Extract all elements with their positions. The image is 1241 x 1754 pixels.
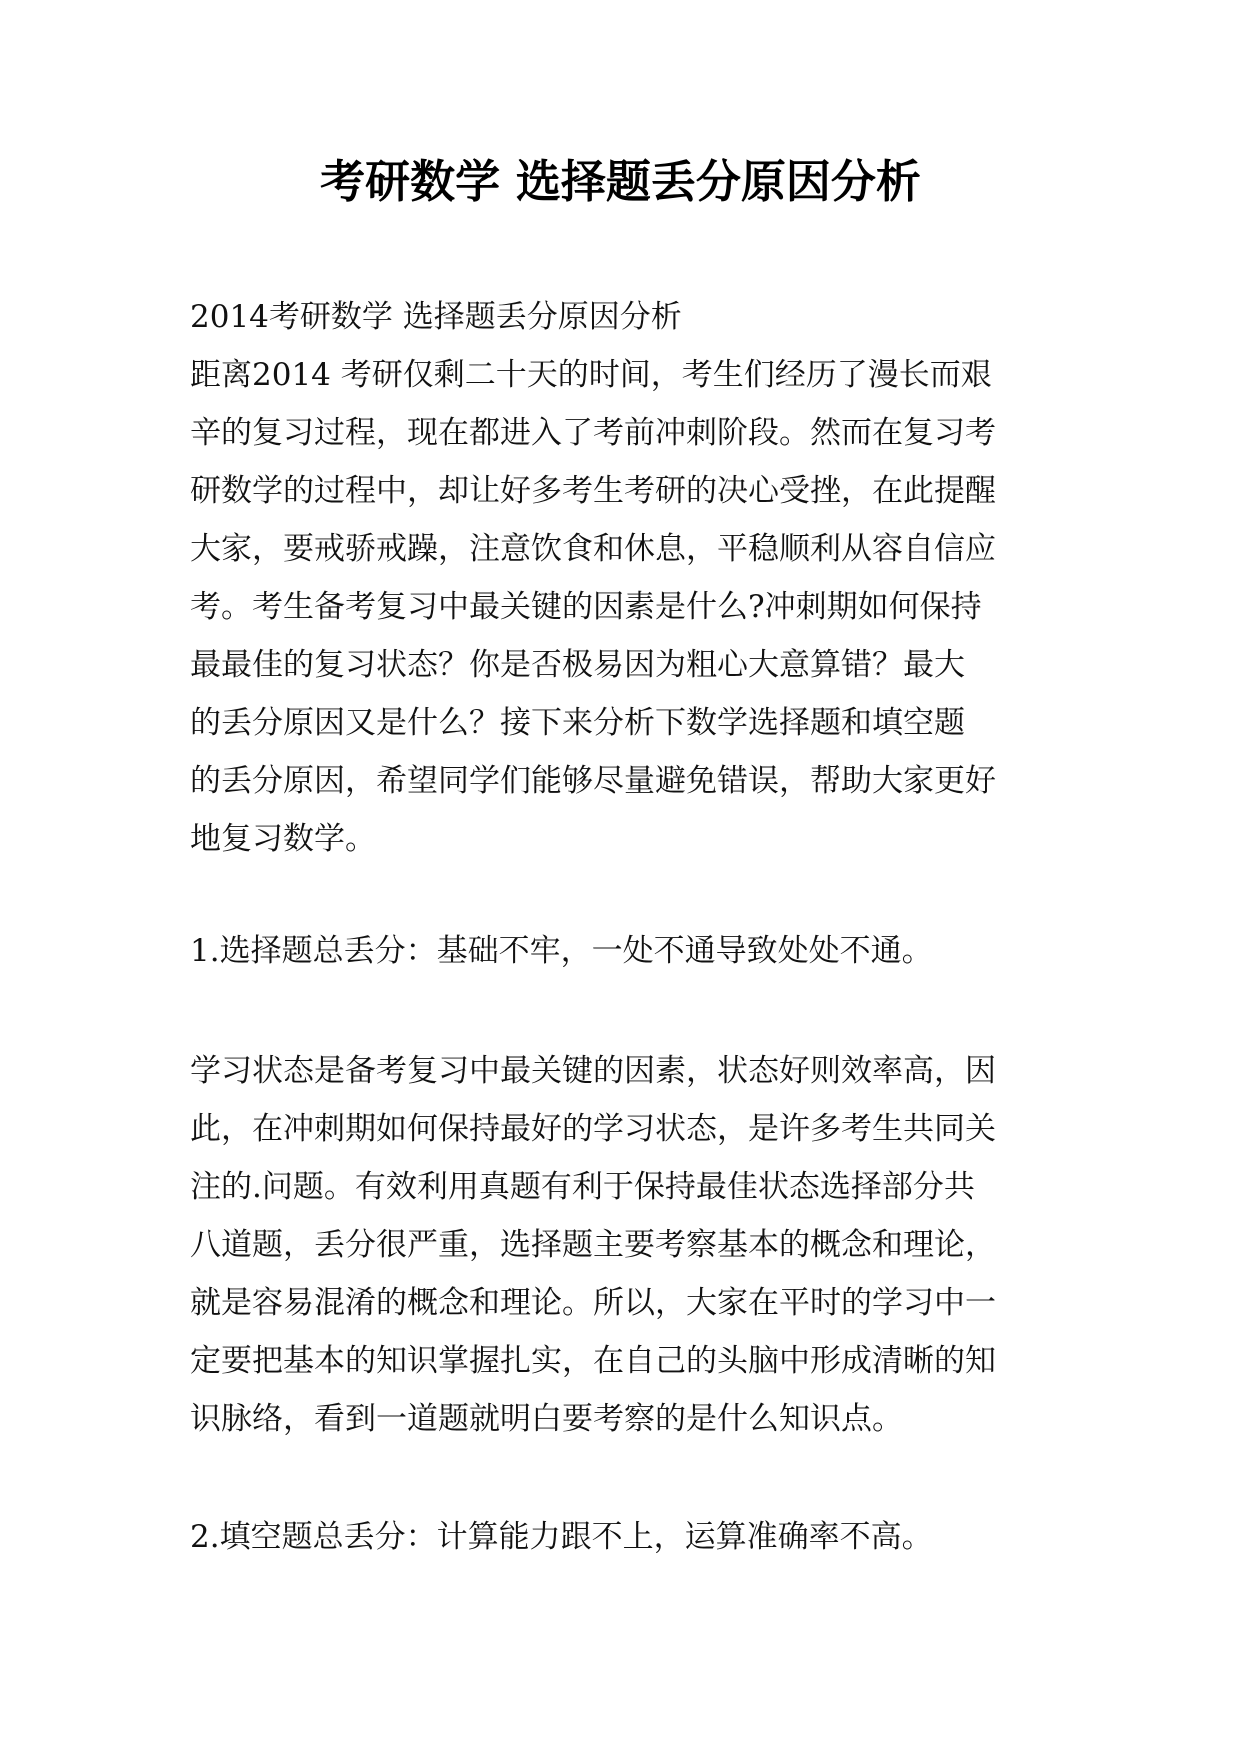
section-1-line: 识脉络，看到一道题就明白要考察的是什么知识点。 <box>190 1401 903 1437</box>
intro-line: 最最佳的复习状态？你是否极易因为粗心大意算错？最大 <box>190 647 965 683</box>
section-2-heading: 2.填空题总丢分：计算能力跟不上，运算准确率不高。 <box>190 1519 933 1555</box>
intro-line: 大家，要戒骄戒躁，注意饮食和休息，平稳顺利从容自信应 <box>190 531 996 567</box>
intro-line: 考。考生备考复习中最关键的因素是什么?冲刺期如何保持 <box>190 589 982 625</box>
intro-paragraph <box>190 288 1070 868</box>
intro-line: 2014考研数学 选择题丢分原因分析 <box>190 299 682 335</box>
section-1-paragraph <box>190 1042 1070 1448</box>
intro-line: 研数学的过程中，却让好多考生考研的决心受挫，在此提醒 <box>190 473 996 509</box>
section-1-heading-block <box>190 922 1070 980</box>
intro-line: 地复习数学。 <box>190 821 376 857</box>
section-1-line: 定要把基本的知识掌握扎实，在自己的头脑中形成清晰的知 <box>190 1343 996 1379</box>
section-2-heading-block <box>190 1508 1070 1566</box>
intro-line: 辛的复习过程，现在都进入了考前冲刺阶段。然而在复习考 <box>190 415 996 451</box>
section-1-line: 八道题，丢分很严重，选择题主要考察基本的概念和理论， <box>190 1227 996 1263</box>
section-1-line: 就是容易混淆的概念和理论。所以，大家在平时的学习中一 <box>190 1285 996 1321</box>
section-1-line: 此，在冲刺期如何保持最好的学习状态，是许多考生共同关 <box>190 1111 996 1147</box>
section-1-heading: 1.选择题总丢分：基础不牢，一处不通导致处处不通。 <box>190 933 933 969</box>
intro-line: 距离2014 考研仅剩二十天的时间，考生们经历了漫长而艰 <box>190 357 992 393</box>
section-1-line: 注的.问题。有效利用真题有利于保持最佳状态选择部分共 <box>190 1169 975 1205</box>
section-1-line: 学习状态是备考复习中最关键的因素，状态好则效率高，因 <box>190 1053 996 1089</box>
intro-line: 的丢分原因，希望同学们能够尽量避免错误，帮助大家更好 <box>190 763 996 799</box>
document-title: 考研数学 选择题丢分原因分析 <box>320 155 921 208</box>
intro-line: 的丢分原因又是什么？接下来分析下数学选择题和填空题 <box>190 705 965 741</box>
